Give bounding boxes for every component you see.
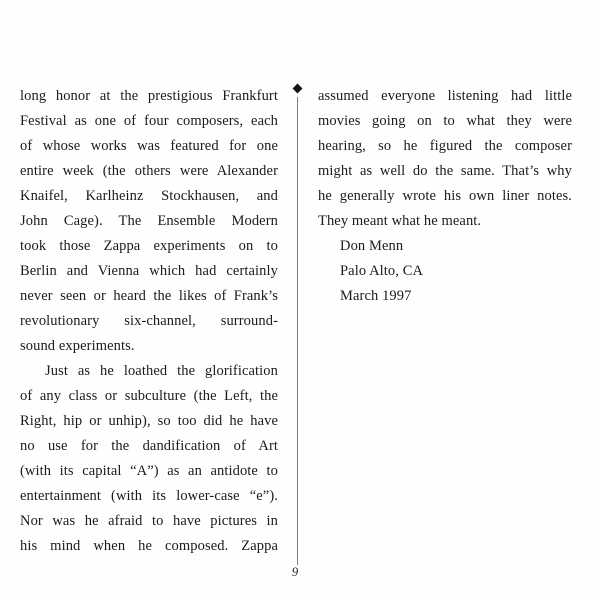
- text-line: Berlin and Vienna which had certainly: [20, 263, 278, 279]
- text-line: (with its capital “A”) as an antidote to: [20, 463, 278, 479]
- signature-location-line: Palo Alto, CA: [340, 263, 424, 279]
- text-line: might as well do the same. That’s why: [318, 163, 572, 179]
- text-line: took those Zappa experiments on to: [20, 238, 278, 254]
- text-line: Nor was he afraid to have pictures in: [20, 513, 278, 529]
- text-line: Right, hip or unhip), so too did he have: [20, 413, 278, 429]
- text-line: entertainment (with its lower-case “e”).: [20, 488, 278, 504]
- text-line: They meant what he meant.: [318, 213, 482, 229]
- text-line: of any class or subculture (the Left, the: [20, 388, 278, 404]
- text-line: he generally wrote his own liner notes.: [318, 188, 572, 204]
- text-line: entire week (the others were Alexander: [20, 163, 278, 179]
- diamond-ornament-icon: [293, 84, 303, 94]
- text-line: sound experiments.: [20, 338, 135, 354]
- text-line: no use for the dandification of Art: [20, 438, 278, 454]
- page-number: 9: [291, 565, 299, 579]
- text-line: of whose works was featured for one: [20, 138, 278, 154]
- text-line: movies going on to what they were: [318, 113, 572, 129]
- text-line: John Cage). The Ensemble Modern: [20, 213, 278, 229]
- text-line: Just as he loathed the glorification: [45, 363, 278, 379]
- text-line: hearing, so he figured the composer: [318, 138, 572, 154]
- text-line: long honor at the prestigious Frankfurt: [20, 88, 278, 104]
- signature-name-line: Don Menn: [340, 238, 404, 254]
- left-column: [20, 84, 278, 559]
- text-line: Knaifel, Karlheinz Stockhausen, and: [20, 188, 278, 204]
- text-line: revolutionary six-channel, surround-: [20, 313, 278, 329]
- text-line: Festival as one of four composers, each: [20, 113, 278, 129]
- text-line: assumed everyone listening had little: [318, 88, 572, 104]
- text-line: never seen or heard the likes of Frank’s: [20, 288, 278, 304]
- text-line: his mind when he composed. Zappa: [20, 538, 278, 554]
- signature-date-line: March 1997: [340, 288, 412, 304]
- right-column: [318, 84, 572, 309]
- column-divider-rule: [297, 97, 298, 565]
